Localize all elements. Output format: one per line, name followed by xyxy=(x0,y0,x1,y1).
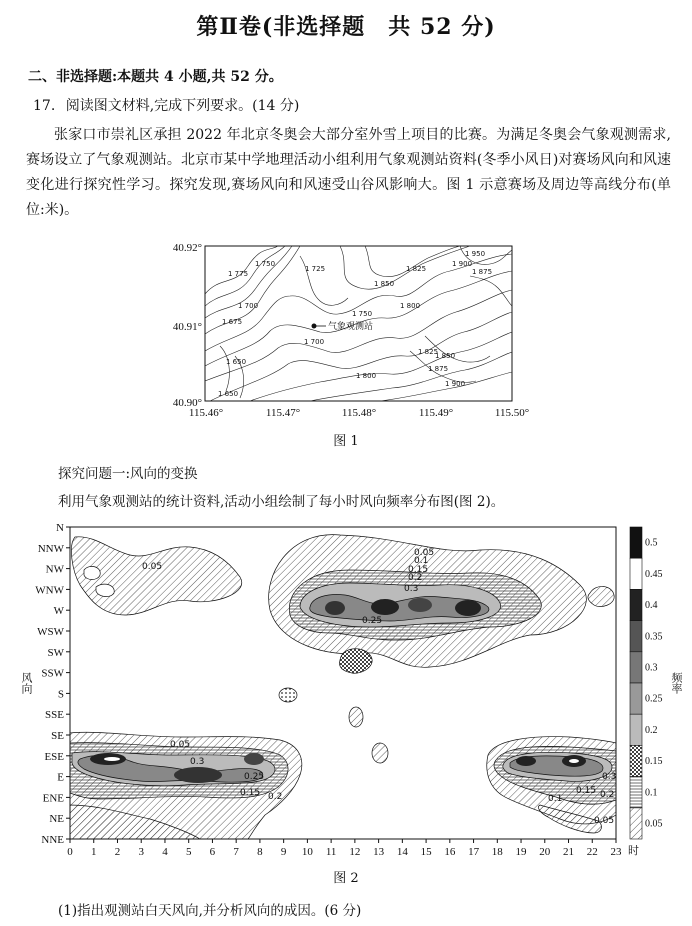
contour-label: 1 650 xyxy=(226,358,247,366)
figure2-caption: 图 2 xyxy=(333,871,359,886)
lon-tick: 115.48° xyxy=(341,407,377,419)
y-tick-label: SW xyxy=(47,646,64,659)
contour-label: 1 725 xyxy=(305,265,326,273)
question-number: 17. xyxy=(33,98,56,114)
x-tick-label: 10 xyxy=(301,846,313,858)
contour-value-label: 0.15 xyxy=(576,786,597,796)
y-tick-label: WNW xyxy=(35,584,64,597)
y-tick-label: W xyxy=(53,605,64,618)
colorbar-swatch xyxy=(630,745,642,776)
lon-tick: 115.46° xyxy=(188,407,224,419)
colorbar-swatch xyxy=(630,714,642,745)
wind-frequency-chart xyxy=(0,515,692,865)
colorbar-tick-label: 0.1 xyxy=(645,787,658,799)
contour-label: 1 825 xyxy=(418,348,439,356)
contour-value-label: 0.3 xyxy=(190,757,205,767)
contour-label: 1 850 xyxy=(374,280,395,288)
contour-value-label: 0.2 xyxy=(268,792,283,802)
x-tick-label: 20 xyxy=(539,846,551,858)
contour-label: 1 650 xyxy=(218,390,239,398)
colorbar-title: 频率 xyxy=(670,672,682,694)
contour-label: 1 900 xyxy=(452,260,473,268)
y-tick-label: SE xyxy=(51,730,64,742)
y-tick-label: ENE xyxy=(42,792,64,805)
x-tick-label: 1 xyxy=(90,846,97,858)
y-tick-label: SSW xyxy=(41,667,64,680)
colorbar-tick-label: 0.35 xyxy=(645,631,663,643)
contour-label: 1 825 xyxy=(406,265,427,273)
lat-tick: 40.90° xyxy=(172,397,202,409)
colorbar-tick-label: 0.3 xyxy=(645,662,658,674)
x-tick-label: 4 xyxy=(162,846,168,858)
x-tick-label: 6 xyxy=(209,846,216,858)
x-tick-label: 18 xyxy=(491,846,503,858)
x-axis-unit: 时 xyxy=(628,845,639,857)
subquestion-text: 利用气象观测站的统计资料,活动小组绘制了每小时风向频率分布图(图 2)。 xyxy=(58,494,505,510)
x-tick-label: 19 xyxy=(515,846,527,858)
contour-value-label: 0.1 xyxy=(414,556,429,566)
x-tick-label: 14 xyxy=(396,846,408,858)
x-tick-label: 2 xyxy=(114,846,121,858)
lat-tick: 40.92° xyxy=(172,242,202,254)
contour-value-label: 0.25 xyxy=(362,616,383,626)
station-label: 气象观测站 xyxy=(328,322,374,332)
x-tick-label: 5 xyxy=(185,846,192,858)
colorbar-swatch xyxy=(630,621,642,652)
x-tick-label: 16 xyxy=(444,846,456,858)
x-tick-label: 3 xyxy=(138,846,144,858)
x-tick-label: 0 xyxy=(67,846,73,858)
y-tick-label: N xyxy=(56,522,64,534)
y-tick-label: NNW xyxy=(37,542,64,555)
contour-value-label: 0.15 xyxy=(240,788,261,798)
colorbar-swatch xyxy=(630,777,642,808)
y-tick-label: NE xyxy=(49,813,64,826)
question-1: (1)指出观测站白天风向,并分析风向的成因。(6 分) xyxy=(58,903,362,919)
contour-label: 1 775 xyxy=(228,270,249,278)
y-tick-label: S xyxy=(57,688,64,701)
contour-label: 1 675 xyxy=(222,318,243,326)
lon-tick: 115.50° xyxy=(494,407,530,419)
contour-label: 1 875 xyxy=(472,268,493,276)
question-header xyxy=(33,95,299,115)
question-prompt: 阅读图文材料,完成下列要求。(14 分) xyxy=(65,98,300,114)
contour-label: 1 750 xyxy=(352,310,373,318)
contour-value-label: 0.05 xyxy=(142,562,163,572)
x-tick-label: 21 xyxy=(563,846,575,858)
contour-value-label: 0.2 xyxy=(408,573,423,583)
colorbar-swatch xyxy=(630,652,642,683)
colorbar-tick-label: 0.5 xyxy=(645,537,658,549)
contour-value-label: 0.3 xyxy=(602,772,617,782)
figure1-caption: 图 1 xyxy=(333,434,359,449)
colorbar-swatch xyxy=(630,558,642,589)
lat-tick: 40.91° xyxy=(172,321,202,333)
contour-value-label: 0.2 xyxy=(600,790,615,800)
y-tick-label: NNE xyxy=(41,834,64,846)
colorbar-swatch xyxy=(630,683,642,714)
contour-map xyxy=(160,236,560,428)
y-tick-label: E xyxy=(57,771,64,784)
colorbar-tick-label: 0.25 xyxy=(645,693,663,705)
colorbar-swatch xyxy=(630,527,642,558)
y-tick-label: SSE xyxy=(45,709,64,722)
x-tick-label: 8 xyxy=(257,846,263,858)
x-tick-label: 17 xyxy=(468,846,480,858)
colorbar-tick-label: 0.15 xyxy=(645,756,663,768)
contour-label: 1 700 xyxy=(304,338,325,346)
colorbar-tick-label: 0.05 xyxy=(645,818,663,830)
x-tick-label: 9 xyxy=(280,846,287,858)
lon-tick: 115.49° xyxy=(418,407,454,419)
y-tick-label: NW xyxy=(45,563,64,576)
contour-value-label: 0.05 xyxy=(414,548,435,558)
subquestion-title: 探究问题一:风向的变换 xyxy=(58,466,198,482)
contour-label: 1 700 xyxy=(238,302,259,310)
y-tick-label: ESE xyxy=(44,750,64,763)
section-heading: 二、非选择题:本题共 4 小题,共 52 分。 xyxy=(28,69,283,85)
x-tick-label: 12 xyxy=(349,846,361,858)
contour-label: 1 800 xyxy=(356,372,377,380)
colorbar-tick-label: 0.4 xyxy=(645,600,658,612)
contour-value-label: 0.1 xyxy=(548,794,563,804)
x-tick-label: 7 xyxy=(233,846,239,858)
contour-label: 1 750 xyxy=(255,260,276,268)
colorbar-tick-label: 0.2 xyxy=(645,724,658,736)
material-paragraph: 张家口市崇礼区承担 2022 年北京冬奥会大部分室外雪上项目的比赛。为满足冬奥会气象观测需求,赛场设立了气象观测站。北京市某中学地理活动小组利用气象观测站资料(冬季小风日)对赛场风向和风速变化进行探究性学习。探究发现,赛场风向和风速受山谷风影响大。图 1 示意赛场及周边等高线分布(单位:米)。 xyxy=(26,127,671,218)
x-tick-label: 22 xyxy=(586,846,598,858)
x-tick-label: 13 xyxy=(373,846,385,858)
contour-value-label: 0.05 xyxy=(594,816,615,826)
contour-value-label: 0.15 xyxy=(408,565,429,575)
contour-label: 1 850 xyxy=(435,352,456,360)
contour-value-label: 0.3 xyxy=(404,584,419,594)
contour-value-label: 0.25 xyxy=(244,772,265,782)
x-tick-label: 11 xyxy=(325,846,337,858)
x-tick-label: 15 xyxy=(420,846,432,858)
colorbar-swatch xyxy=(630,808,642,839)
colorbar-tick-label: 0.45 xyxy=(645,568,663,580)
contour-label: 1 900 xyxy=(445,380,466,388)
y-axis-title: 风向 xyxy=(20,672,32,694)
lon-tick: 115.47° xyxy=(265,407,301,419)
contour-label: 1 800 xyxy=(400,302,421,310)
y-tick-label: WSW xyxy=(37,626,64,638)
contour-value-label: 0.05 xyxy=(170,740,191,750)
colorbar-swatch xyxy=(630,589,642,620)
contour-label: 1 875 xyxy=(428,365,449,373)
page-title: 第Ⅱ卷(非选择题 共 52 分) xyxy=(196,14,496,40)
x-tick-label: 23 xyxy=(610,846,622,858)
contour-label: 1 950 xyxy=(465,250,486,258)
